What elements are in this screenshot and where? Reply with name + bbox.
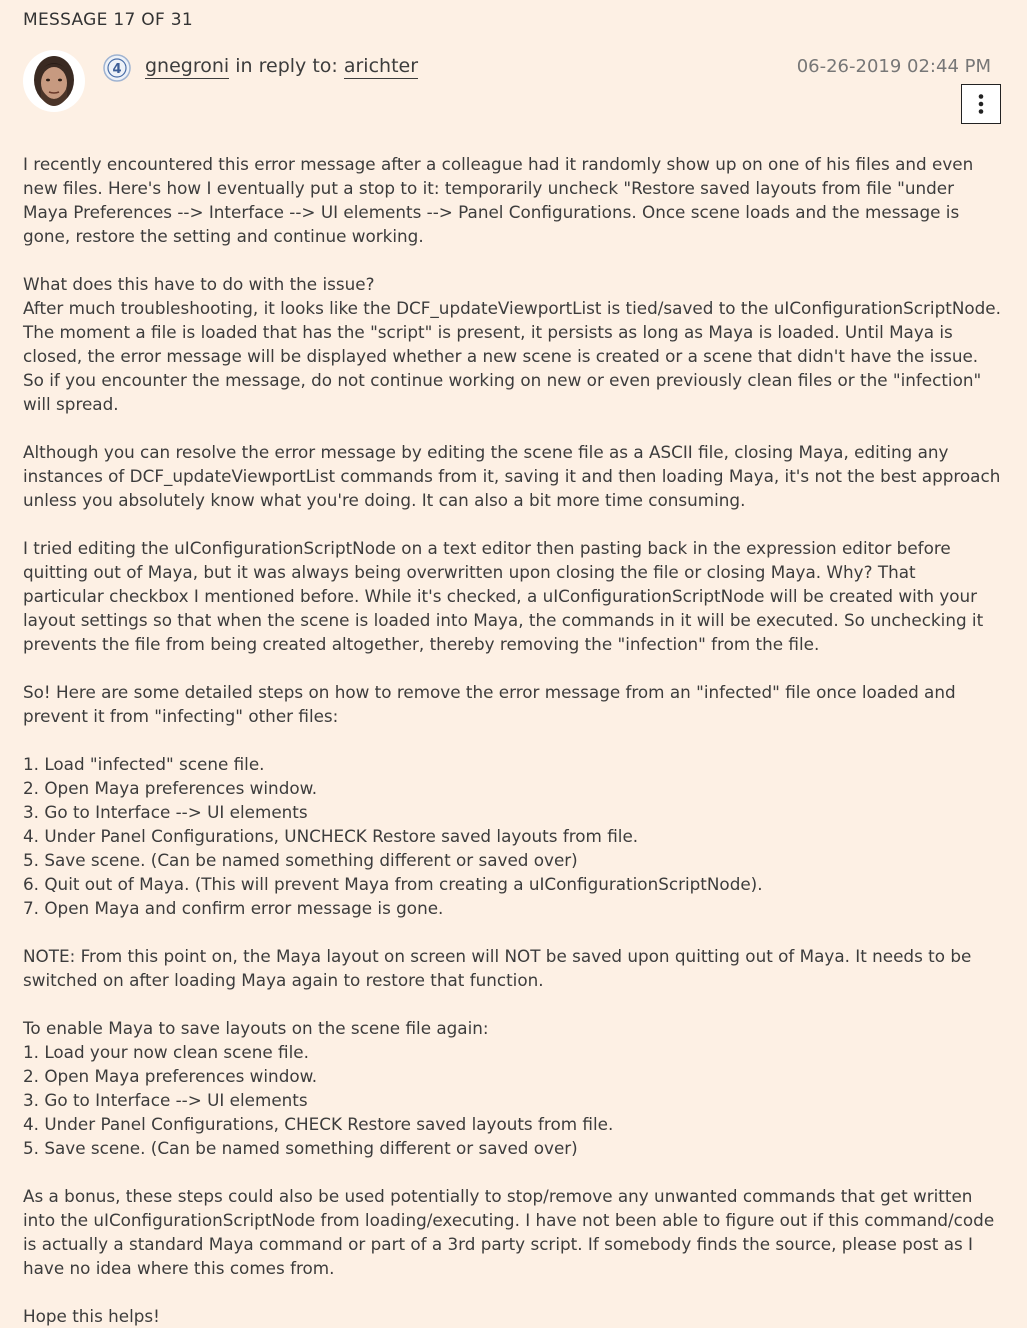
paragraph-explanation <box>23 272 1001 416</box>
explanation-text: After much troubleshooting, it looks like the DCF_updateViewportList is tied/saved to the uIConfigurationScriptNode. The moment a file is loaded that has the "script" is present, it persists as long as Maya is loaded. Until Maya is closed, the error message will be displayed whether a new scene is created or a scene that didn't have the issue. So if you encounter the message, do not continue working on new or even previously clean files or the "infection" will spread. <box>23 298 1001 414</box>
rank-badge-icon <box>103 54 131 82</box>
paragraph-bonus: As a bonus, these steps could also be used potentially to stop/remove any unwanted commands that get written into the uIConfigurationScriptNode from loading/executing. I have not been able to figure out if this command/code is actually a standard Maya command or part of a 3rd party script. If somebody finds the source, please post as I have no idea where this comes from. <box>23 1186 995 1278</box>
explanation-question: What does this have to do with the issue? <box>23 274 375 294</box>
paragraph-steps-intro: So! Here are some detailed steps on how to remove the error message from an "infected" file once loaded and prevent it from "infecting" other files: <box>23 682 956 726</box>
list-item: 5. Save scene. (Can be named something different or saved over) <box>23 850 578 870</box>
steps-enable-list <box>23 1016 1001 1160</box>
list-item: 3. Go to Interface --> UI elements <box>23 802 308 822</box>
author-username-link[interactable]: gnegroni <box>145 55 230 77</box>
paragraph-note: NOTE: From this point on, the Maya layout on screen will NOT be saved upon quitting out of Maya. It needs to be switched on after loading Maya again to restore that function. <box>23 946 972 990</box>
avatar[interactable] <box>23 50 85 112</box>
paragraph-closing: Hope this helps! <box>23 1306 160 1326</box>
message-counter: MESSAGE 17 OF 31 <box>23 10 193 30</box>
list-item: 6. Quit out of Maya. (This will prevent Maya from creating a uIConfigurationScriptNode). <box>23 874 763 894</box>
rank-badge <box>103 54 131 82</box>
list-item: 5. Save scene. (Can be named something different or saved over) <box>23 1138 578 1158</box>
message-body <box>23 152 1001 1328</box>
list-item: 1. Load your now clean scene file. <box>23 1042 309 1062</box>
list-item: 7. Open Maya and confirm error message is gone. <box>23 898 444 918</box>
paragraph-ascii-approach: Although you can resolve the error message by editing the scene file as a ASCII file, closing Maya, editing any instances of DCF_updateViewportList commands from it, saving it and then loading Maya, it's not the best approach unless you absolutely know what you're doing. It can also a bit more time consuming. <box>23 442 1001 510</box>
author-line <box>145 55 418 77</box>
reply-to-user-link[interactable]: arichter <box>343 55 419 77</box>
message-header <box>23 50 1001 130</box>
list-item: 2. Open Maya preferences window. <box>23 778 318 798</box>
list-item: 2. Open Maya preferences window. <box>23 1066 318 1086</box>
steps-enable-title: To enable Maya to save layouts on the scene file again: <box>23 1018 489 1038</box>
post-timestamp: 06-26-2019 02:44 PM <box>796 56 991 77</box>
rank-number: 4 <box>112 62 122 77</box>
list-item: 4. Under Panel Configurations, CHECK Restore saved layouts from file. <box>23 1114 614 1134</box>
paragraph-intro: I recently encountered this error message after a colleague had it randomly show up on one of his files and even new files. Here's how I eventually put a stop to it: temporarily uncheck "Restore saved layouts from file "under Maya Preferences --> Interface --> UI elements --> Panel Configurations. Once scene loads and the message is gone, restore the setting and continue working. <box>23 154 974 246</box>
message-options-button[interactable] <box>961 84 1001 124</box>
list-item: 1. Load "infected" scene file. <box>23 754 265 774</box>
reply-prefix: in reply to: <box>235 55 338 77</box>
list-item: 3. Go to Interface --> UI elements <box>23 1090 308 1110</box>
paragraph-text-editor: I tried editing the uIConfigurationScriptNode on a text editor then pasting back in the expression editor before quitting out of Maya, but it was always being overwritten upon closing the file or closing Maya. Why? That particular checkbox I mentioned before. While it's checked, a uIConfigurationScriptNode will be created with your layout settings so that when the scene is loaded into Maya, the commands in it will be executed. So unchecking it prevents the file from being created altogether, thereby removing the "infection" from the file. <box>23 538 984 654</box>
list-item: 4. Under Panel Configurations, UNCHECK Restore saved layouts from file. <box>23 826 639 846</box>
vertical-ellipsis-icon <box>978 93 984 115</box>
avatar-image <box>23 50 85 112</box>
steps-remove-list <box>23 752 1001 920</box>
